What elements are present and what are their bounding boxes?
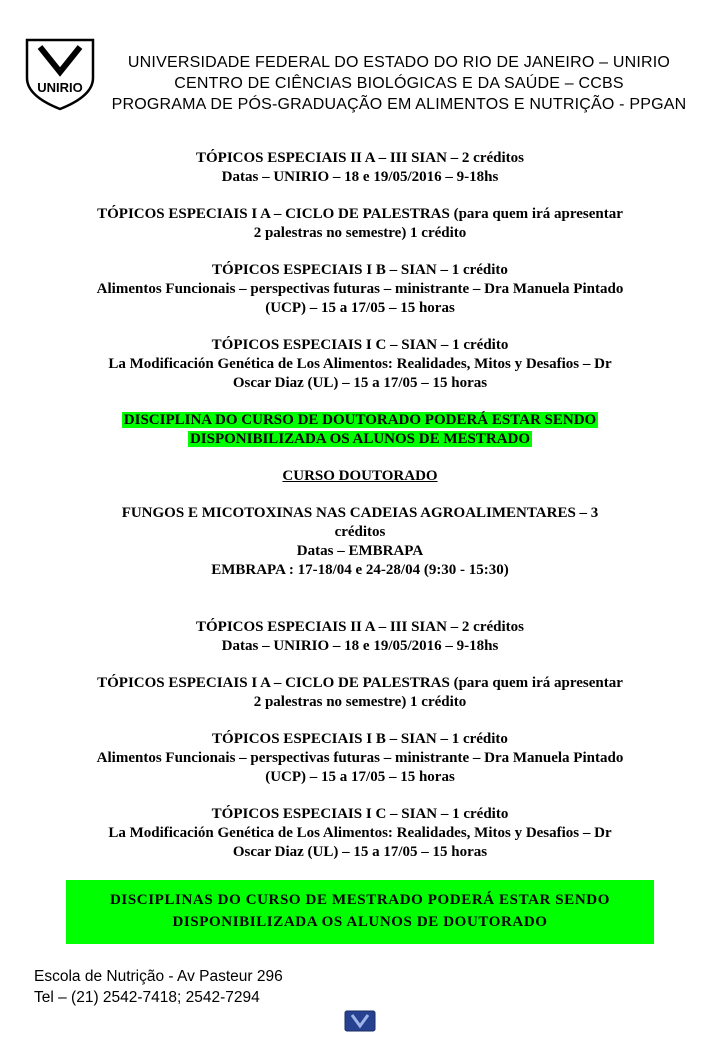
text-line [40, 542, 680, 561]
text-line-content: 2 palestras no semestre) 1 crédito [253, 225, 467, 241]
footer-phone-line: Tel – (21) 2542-7418; 2542-7294 [34, 989, 260, 1006]
text-line [40, 504, 680, 523]
text-line [40, 168, 680, 187]
text-line-content: FUNGOS E MICOTOXINAS NAS CADEIAS AGROALIMENTARES – 3 [121, 505, 599, 521]
text-line [40, 299, 680, 318]
text-line-content: Alimentos Funcionais – perspectivas futuras – ministrante – Dra Manuela Pintado [96, 750, 624, 766]
body-block-para [40, 805, 680, 862]
text-line-content: TÓPICOS ESPECIAIS I A – CICLO DE PALESTRAS (para quem irá apresentar [97, 675, 623, 691]
text-line [40, 149, 680, 168]
unirio-logo [20, 38, 100, 112]
text-line-content: TÓPICOS ESPECIAIS I B – SIAN – 1 crédito [212, 731, 508, 747]
text-line [40, 618, 680, 637]
text-line [40, 224, 680, 243]
text-line [40, 430, 680, 449]
header-line-program: PROGRAMA DE PÓS-GRADUAÇÃO EM ALIMENTOS E NUTRIÇÃO - PPGAN [111, 96, 687, 113]
text-line [40, 261, 680, 280]
header-line-center: CENTRO DE CIÊNCIAS BIOLÓGICAS E DA SAÚDE – CCBS [174, 75, 624, 92]
text-line-content: TÓPICOS ESPECIAIS I A – CICLO DE PALESTRAS (para quem irá apresentar [97, 206, 623, 222]
text-line-content: DISCIPLINA DO CURSO DE DOUTORADO PODERÁ ESTAR SENDO [123, 412, 597, 428]
text-line-content: 2 palestras no semestre) 1 crédito [253, 694, 467, 710]
text-line [40, 749, 680, 768]
text-line [40, 824, 680, 843]
body-block-para [40, 205, 680, 243]
text-line [40, 523, 680, 542]
text-line [40, 674, 680, 693]
text-line [66, 911, 654, 933]
text-line-content: Datas – UNIRIO – 18 e 19/05/2016 – 9-18hs [221, 169, 499, 185]
text-line-content: TÓPICOS ESPECIAIS I C – SIAN – 1 crédito [211, 337, 509, 353]
text-line-content: Oscar Diaz (UL) – 15 a 17/05 – 15 horas [232, 844, 488, 860]
text-line-content: Datas – UNIRIO – 18 e 19/05/2016 – 9-18hs [221, 638, 499, 654]
document-body [0, 149, 720, 944]
unirio-logo-text: UNIRIO [37, 80, 83, 95]
text-line-content: Oscar Diaz (UL) – 15 a 17/05 – 15 horas [232, 375, 488, 391]
text-line [40, 467, 680, 486]
text-line-content: (UCP) – 15 a 17/05 – 15 horas [265, 300, 455, 316]
body-block-underline [40, 467, 680, 486]
text-line-content: TÓPICOS ESPECIAIS II A – III SIAN – 2 créditos [196, 619, 524, 635]
text-line [40, 637, 680, 656]
text-line-content: TÓPICOS ESPECIAIS I C – SIAN – 1 crédito [211, 806, 509, 822]
text-line [40, 411, 680, 430]
body-block-para [40, 730, 680, 787]
text-line [40, 280, 680, 299]
body-block-para [40, 336, 680, 393]
text-line-content: TÓPICOS ESPECIAIS I B – SIAN – 1 crédito [212, 262, 508, 278]
document-header [0, 0, 720, 115]
body-block-para [40, 618, 680, 656]
footer-address-line: Escola de Nutrição - Av Pasteur 296 [34, 968, 283, 985]
text-line [40, 730, 680, 749]
body-block-para [40, 674, 680, 712]
header-text [100, 52, 698, 115]
text-line-content: Datas – EMBRAPA [296, 543, 424, 559]
body-block-para [40, 261, 680, 318]
text-line [40, 205, 680, 224]
text-line [40, 374, 680, 393]
text-line-content: La Modificación Genética de Los Alimentos: Realidades, Mitos y Desafios – Dr [108, 356, 612, 372]
text-line [40, 768, 680, 787]
text-line-content: Alimentos Funcionais – perspectivas futuras – ministrante – Dra Manuela Pintado [96, 281, 624, 297]
body-block-highlight [40, 411, 680, 449]
body-block-greenbox [66, 880, 654, 944]
text-line-content: La Modificación Genética de Los Alimentos: Realidades, Mitos y Desafios – Dr [108, 825, 612, 841]
text-line-content: DISPONIBILIZADA OS ALUNOS DE DOUTORADO [172, 914, 548, 930]
document-footer [34, 966, 283, 1008]
footer-mini-logo-icon [344, 1010, 376, 1032]
unirio-crest-icon [20, 38, 100, 112]
text-line-content: TÓPICOS ESPECIAIS II A – III SIAN – 2 créditos [196, 150, 524, 166]
text-line [40, 561, 680, 580]
text-line-content: DISCIPLINAS DO CURSO DE MESTRADO PODERÁ ESTAR SENDO [110, 892, 610, 908]
text-line [66, 889, 654, 911]
text-line [40, 843, 680, 862]
text-line-content: DISPONIBILIZADA OS ALUNOS DE MESTRADO [189, 431, 531, 447]
text-line-content: EMBRAPA : 17-18/04 e 24-28/04 (9:30 - 15:30) [211, 562, 509, 578]
text-line-content: (UCP) – 15 a 17/05 – 15 horas [265, 769, 455, 785]
text-line [40, 355, 680, 374]
body-block-para [40, 504, 680, 580]
header-line-university: UNIVERSIDADE FEDERAL DO ESTADO DO RIO DE JANEIRO – UNIRIO [127, 54, 671, 71]
text-line-content: CURSO DOUTORADO [282, 468, 438, 484]
body-block-para [40, 149, 680, 187]
text-line [40, 336, 680, 355]
text-line [40, 805, 680, 824]
text-line-content: créditos [334, 524, 386, 540]
text-line [40, 693, 680, 712]
